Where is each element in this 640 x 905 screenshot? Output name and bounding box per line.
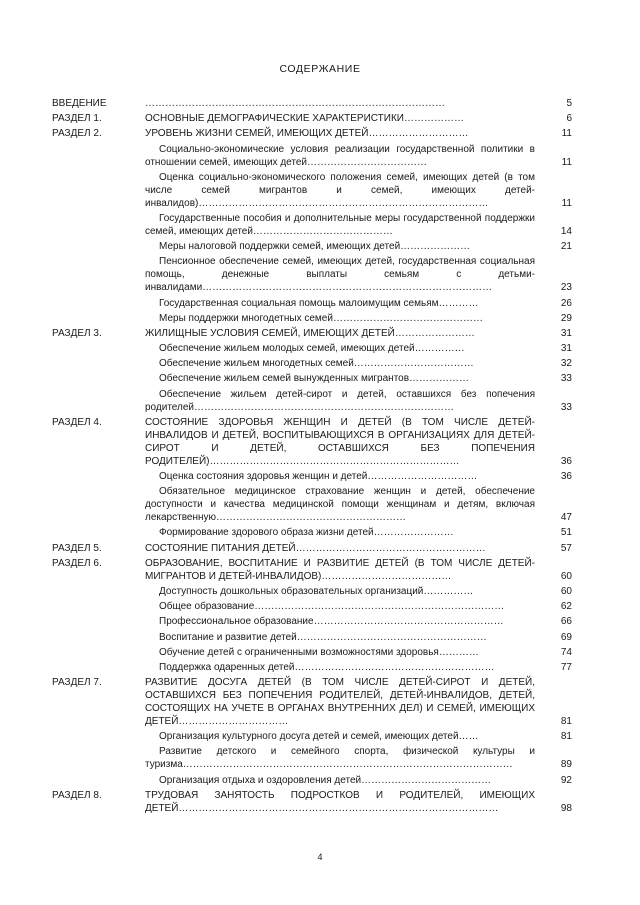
- toc-page-number: 32: [560, 358, 572, 370]
- toc-section-label: ВВЕДЕНИЕ: [52, 98, 107, 109]
- toc-entry-title: ОБРАЗОВАНИЕ, ВОСПИТАНИЕ И РАЗВИТИЕ ДЕТЕЙ (В ТОМ ЧИСЛЕ ДЕТЕЙ-МИГРАНТОВ И ДЕТЕЙ-ИНВАЛИДОВ)…………………………………: [145, 557, 535, 582]
- toc-entry-title: Общее образование…………………………………………………………………: [159, 601, 505, 613]
- toc-section-label: [52, 297, 145, 310]
- toc-page-number: 62: [560, 601, 572, 613]
- toc-page-number: 5: [566, 98, 572, 109]
- toc-entry-title: ………………………………………………………………………………: [145, 98, 445, 109]
- toc-page-number: 89: [560, 759, 572, 771]
- toc-page-number: 36: [560, 471, 572, 482]
- toc-entry-title: Обеспечение жильем семей вынужденных мигрантов………………: [159, 373, 470, 385]
- toc-entry[interactable]: [52, 388, 572, 414]
- toc-section-label: [52, 312, 145, 325]
- toc-entry[interactable]: [52, 327, 572, 340]
- toc-entry-title: ТРУДОВАЯ ЗАНЯТОСТЬ ПОДРОСТКОВ И РОДИТЕЛЕЙ, ИМЕЮЩИХ ДЕТЕЙ……………………………………………………………………………………: [145, 789, 535, 814]
- toc-section-label: РАЗДЕЛ 4.: [52, 416, 102, 428]
- toc-entry-title: Поддержка одаренных детей……………………………………………………: [159, 661, 495, 673]
- toc-entry[interactable]: [52, 357, 572, 370]
- toc-page-number: 14: [560, 225, 572, 237]
- toc-entry[interactable]: [52, 143, 572, 169]
- toc-entry-title: Обеспечение жильем многодетных семей………………………………: [159, 358, 474, 370]
- toc-page-number: 81: [560, 731, 572, 743]
- toc-section-label: [52, 615, 145, 628]
- toc-section-label: [52, 485, 145, 524]
- toc-entry[interactable]: [52, 470, 572, 483]
- toc-section-label: [52, 255, 145, 294]
- toc-entry-title: Обеспечение жильем молодых семей, имеющих детей……………: [159, 343, 465, 355]
- toc-section-label: [52, 745, 145, 771]
- toc-page-number: 77: [560, 661, 572, 673]
- toc-section-label: [52, 730, 145, 743]
- toc-entry[interactable]: [52, 485, 572, 524]
- toc-entry[interactable]: [52, 631, 572, 644]
- toc-entry-title: Воспитание и развитие детей…………………………………………………: [159, 631, 487, 643]
- toc-section-label: [52, 585, 145, 598]
- toc-section-label: РАЗДЕЛ 6.: [52, 557, 102, 569]
- toc-entry[interactable]: [52, 342, 572, 355]
- toc-page-number: 74: [560, 646, 572, 658]
- toc-entry[interactable]: [52, 312, 572, 325]
- toc-page-number: 36: [560, 455, 572, 467]
- toc-page-number: 98: [560, 802, 572, 814]
- toc-page-number: 11: [561, 128, 572, 140]
- toc-page-number: 33: [560, 401, 572, 413]
- toc-entry[interactable]: [52, 600, 572, 613]
- toc-entry-title: Социально-экономические условия реализации государственной политики в отношении семей, имеющих детей………………………………: [145, 143, 535, 168]
- toc-section-label: [52, 357, 145, 370]
- toc-section-label: [52, 171, 145, 210]
- toc-entry-title: УРОВЕНЬ ЖИЗНИ СЕМЕЙ, ИМЕЮЩИХ ДЕТЕЙ…………………………: [145, 128, 469, 140]
- toc-page-number: 51: [560, 527, 572, 539]
- toc-entry-title: РАЗВИТИЕ ДОСУГА ДЕТЕЙ (В ТОМ ЧИСЛЕ ДЕТЕЙ-СИРОТ И ДЕТЕЙ, ОСТАВШИХСЯ БЕЗ ПОПЕЧЕНИЯ РОДИТЕЛЕЙ, ДЕТЕЙ-ИНВАЛИДОВ, ДЕТЕЙ, СОСТОЯЩИХ НА УЧЕТЕ В ОРГАНАХ ВНУТРЕННИХ ДЕЛ) И СЕМЕЙ, ИМЕЮЩИХ ДЕТЕЙ……………………………: [145, 677, 535, 728]
- toc-section-label: [52, 212, 145, 238]
- toc-entry-title: Профессиональное образование…………………………………………………: [159, 616, 504, 628]
- toc-entry[interactable]: [52, 745, 572, 771]
- toc-page-number: 33: [560, 373, 572, 385]
- toc-page-number: 57: [560, 542, 572, 554]
- toc-entry[interactable]: [52, 372, 572, 385]
- toc-entry-title: Формирование здорового образа жизни детей……………………: [159, 527, 454, 539]
- toc-entry-title: ЖИЛИЩНЫЕ УСЛОВИЯ СЕМЕЙ, ИМЕЮЩИХ ДЕТЕЙ……………………: [145, 327, 475, 339]
- toc-entry[interactable]: [52, 542, 572, 555]
- toc-entry-title: Меры поддержки многодетных семей………………………………………: [159, 312, 483, 324]
- toc-section-label: [52, 388, 145, 414]
- toc-section-label: РАЗДЕЛ 8.: [52, 789, 102, 801]
- toc-entry[interactable]: [52, 112, 572, 125]
- toc-entry-title: Доступность дошкольных образовательных организаций……………: [159, 585, 474, 597]
- toc-entry[interactable]: [52, 127, 572, 140]
- toc-entry-title: Государственные пособия и дополнительные меры государственной поддержки семей, имеющих детей……………………………………: [145, 212, 535, 237]
- toc-entry[interactable]: [52, 615, 572, 628]
- toc-entry-title: СОСТОЯНИЕ ЗДОРОВЬЯ ЖЕНЩИН И ДЕТЕЙ (В ТОМ ЧИСЛЕ ДЕТЕЙ-ИНВАЛИДОВ И ДЕТЕЙ, ВОСПИТЫВАЮЩИХСЯ В ОРГАНИЗАЦИЯХ ДЛЯ ДЕТЕЙ-СИРОТ И ДЕТЕЙ, ОСТАВШИХСЯ БЕЗ ПОПЕЧЕНИЯ РОДИТЕЛЕЙ)…………………………………………………………………: [145, 416, 535, 467]
- toc-entry[interactable]: [52, 526, 572, 539]
- toc-section-label: [52, 600, 145, 613]
- toc-page-number: 6: [566, 113, 572, 125]
- toc-page-number: 60: [560, 585, 572, 597]
- toc-entry-title: Меры налоговой поддержки семей, имеющих детей…………………: [159, 241, 471, 253]
- page-number: 4: [317, 852, 323, 862]
- toc-entry-title: Развитие детского и семейного спорта, физической культуры и туризма………………………………………………………………………………………: [145, 746, 535, 771]
- toc-entry[interactable]: [52, 255, 572, 294]
- toc-entry-title: Обеспечение жильем детей-сирот и детей, оставшихся без попечения родителей……………………………………………………………………: [145, 388, 535, 413]
- toc-entry[interactable]: [52, 646, 572, 659]
- toc-page-number: 26: [560, 297, 572, 309]
- toc-page-number: 31: [560, 343, 572, 355]
- toc-entry[interactable]: [52, 97, 572, 110]
- toc-entry[interactable]: [52, 297, 572, 310]
- toc-entry[interactable]: [52, 774, 572, 787]
- toc-section-label: РАЗДЕЛ 7.: [52, 677, 102, 689]
- toc-section-label: [52, 646, 145, 659]
- toc-entry-title: СОСТОЯНИЕ ПИТАНИЯ ДЕТЕЙ…………………………………………………: [145, 542, 486, 554]
- toc-entry[interactable]: [52, 585, 572, 598]
- toc-page-number: 81: [560, 716, 572, 728]
- toc-entry-title: Обязательное медицинское страхование женщин и детей, обеспечение доступности и качества медицинской помощи женщинам и детям, включая лекарственную…………………………………………………: [145, 486, 535, 524]
- toc-entry-title: Пенсионное обеспечение семей, имеющих детей, государственная социальная помощь, денежные выплаты семьям с детьми-инвалидами……………………………………………………………………………: [145, 256, 535, 294]
- toc-entry[interactable]: [52, 730, 572, 743]
- toc-section-label: [52, 240, 145, 253]
- toc-section-label: [52, 470, 145, 483]
- toc-section-label: [52, 143, 145, 169]
- toc-entry-title: Обучение детей с ограниченными возможностями здоровья…………: [159, 646, 479, 658]
- toc-page-number: 66: [560, 616, 572, 628]
- toc-section-label: [52, 372, 145, 385]
- toc-page-number: 92: [560, 774, 572, 786]
- toc-entry-title: Организация отдыха и оздоровления детей…………………………………: [159, 774, 492, 786]
- toc-section-label: [52, 631, 145, 644]
- toc-entry[interactable]: [52, 676, 572, 728]
- toc-entry[interactable]: [52, 240, 572, 253]
- toc-entry-title: Оценка социально-экономического положения семей, имеющих детей (в том числе семей мигрантов и семей, имеющих детей-инвалидов)……………………………………………………………………………: [145, 171, 535, 209]
- toc-section-label: [52, 774, 145, 787]
- toc-section-label: РАЗДЕЛ 3.: [52, 327, 102, 339]
- page-title: СОДЕРЖАНИЕ: [279, 63, 361, 75]
- toc-page-number: 29: [560, 312, 572, 324]
- table-of-contents: [52, 97, 572, 817]
- toc-entry[interactable]: [52, 212, 572, 238]
- toc-entry-title: Оценка состояния здоровья женщин и детей……………………………: [159, 471, 478, 482]
- toc-section-label: [52, 661, 145, 674]
- toc-page-number: 31: [560, 327, 572, 339]
- toc-entry[interactable]: [52, 661, 572, 674]
- toc-entry[interactable]: [52, 416, 572, 468]
- toc-entry-title: Организация культурного досуга детей и семей, имеющих детей……: [159, 731, 479, 743]
- toc-page-number: 23: [560, 282, 572, 294]
- toc-entry-title: Государственная социальная помощь малоимущим семьям…………: [159, 297, 479, 309]
- toc-page-number: 69: [560, 631, 572, 643]
- toc-page-number: 47: [560, 512, 572, 524]
- toc-section-label: РАЗДЕЛ 5.: [52, 542, 102, 554]
- toc-section-label: [52, 342, 145, 355]
- toc-section-label: [52, 526, 145, 539]
- toc-page-number: 21: [560, 241, 572, 253]
- toc-entry-title: ОСНОВНЫЕ ДЕМОГРАФИЧЕСКИЕ ХАРАКТЕРИСТИКИ………………: [145, 113, 464, 125]
- toc-section-label: РАЗДЕЛ 2.: [52, 128, 102, 140]
- toc-entry[interactable]: [52, 789, 572, 815]
- toc-section-label: РАЗДЕЛ 1.: [52, 113, 102, 125]
- toc-entry[interactable]: [52, 557, 572, 583]
- toc-page-number: 11: [561, 156, 572, 168]
- toc-page-number: 60: [560, 570, 572, 582]
- toc-page-number: 11: [561, 197, 572, 209]
- toc-entry[interactable]: [52, 171, 572, 210]
